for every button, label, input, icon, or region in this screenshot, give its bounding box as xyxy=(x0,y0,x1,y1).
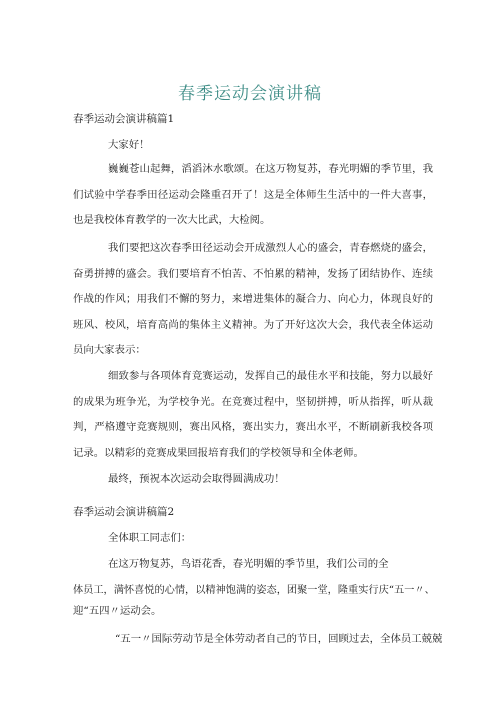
paragraph-5-line-2: 体员工，满怀喜悦的心情，以精神饱满的姿态，团聚一堂，隆重实行庆“五一〃、 xyxy=(73,585,435,596)
paragraph-5-line-3: 迎“五四〃运动会。 xyxy=(73,605,162,617)
greeting-1: 大家好！ xyxy=(108,139,150,151)
greeting-2: 全体职工同志们： xyxy=(108,532,192,544)
paragraph-2: 我们要把这次春季田径运动会开成激烈人心的盛会，青春燃烧的盛会，奋勇拼搏的盛会。我们要培育不怕苦、不怕累的精神，发扬了团结协作、连续作战的作风；用我们不懈的努力，来增进集体的凝合力、向心力，体现良好的班风、校风，培育高尚的集体主义精神。为了开好这次大会，我代表全体运动员向大家表示： xyxy=(73,242,433,356)
paragraph-5-line-1: 在这万物复苏，鸟语花香，春光明媚的季节里，我们公司的全 xyxy=(108,558,389,570)
document-title: 春季运动会演讲稿 xyxy=(178,84,322,104)
paragraph-1: 巍巍苍山起舞，滔滔沐水歌颂。在这万物复苏，春光明媚的季节里，我们试验中学春季田径运动会隆重召开了！这是全体师生生活中的一件大喜事，也是我校体育教学的一次大比武，大检阅。 xyxy=(73,163,433,226)
section-heading-1: 春季运动会演讲稿篇1 xyxy=(73,113,175,125)
paragraph-4: 最终，预祝本次运动会取得圆满成功！ xyxy=(108,473,285,485)
paragraph-6-line-1: “五一〃国际劳动节是全体劳动者自己的节日，回顾过去，全体员工兢兢 xyxy=(115,633,443,645)
section-heading-2: 春季运动会演讲稿篇2 xyxy=(73,506,175,518)
paragraph-3: 细致参与各项体育竞赛运动，发挥自己的最佳水平和技能，努力以最好的成果为班争光，为学校争光。在竞赛过程中，坚韧拼搏，听从指挥，听从裁判，严格遵守竞赛规则，赛出风格，赛出实力，赛出水平，不断刷新我校各项记录。以精彩的竞赛成果回报培育我们的学校领导和全体老师。 xyxy=(73,370,433,459)
